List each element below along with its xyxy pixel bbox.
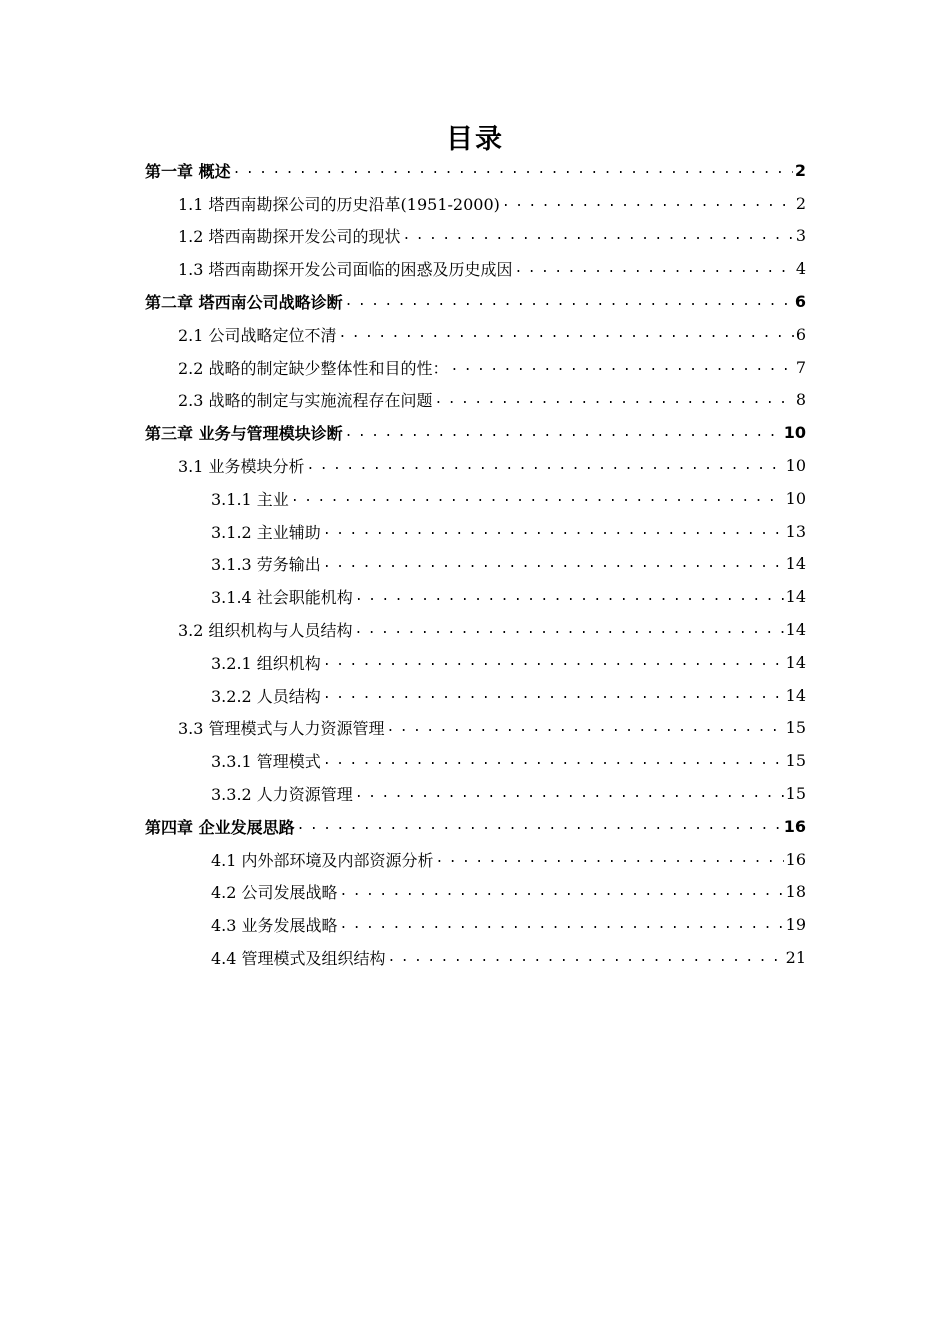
toc-page-number: 13 — [785, 521, 806, 541]
toc-entry-label: 4.4 管理模式及组织结构 — [211, 949, 386, 969]
toc-entry-label: 3.2 组织机构与人员结构 — [178, 621, 353, 641]
toc-entry-label: 4.2 公司发展战略 — [211, 883, 338, 903]
toc-entry-label: 3.2.1 组织机构 — [211, 653, 321, 673]
toc-entry-3-1-3[interactable] — [0, 548, 950, 581]
dot-leader — [355, 588, 784, 606]
toc-entry-4-2[interactable] — [0, 876, 950, 909]
toc-entry-label: 第四章 企业发展思路 — [145, 817, 295, 837]
toc-entry-3-3[interactable] — [0, 712, 950, 745]
toc-page-number: 14 — [785, 620, 806, 640]
toc-page-number: 14 — [785, 652, 806, 672]
dot-leader — [451, 358, 794, 376]
toc-page-number: 10 — [785, 488, 806, 508]
toc-page-number: 14 — [785, 587, 806, 607]
toc-page-number: 8 — [795, 390, 806, 410]
toc-entry-label: 3.1.3 劳务输出 — [211, 555, 321, 575]
toc-entry-label: 3.1.2 主业辅助 — [211, 522, 321, 542]
toc-entry-1-1[interactable] — [0, 187, 950, 220]
toc-entry-label: 3.1 业务模块分析 — [178, 457, 305, 477]
dot-leader — [297, 817, 782, 835]
toc-entry-label: 3.1.1 主业 — [211, 489, 289, 509]
toc-entry-label: 2.3 战略的制定与实施流程存在问题 — [178, 391, 433, 411]
toc-entry-chapter-4[interactable] — [0, 810, 950, 843]
dot-leader — [307, 457, 784, 475]
toc-entry-3-1-4[interactable] — [0, 580, 950, 613]
toc-entry-3-2-1[interactable] — [0, 646, 950, 679]
toc-entry-label: 第三章 业务与管理模块诊断 — [145, 424, 343, 444]
toc-entry-label: 3.2.2 人员结构 — [211, 686, 321, 706]
table-of-contents — [0, 154, 950, 974]
dot-leader — [502, 194, 794, 212]
toc-entry-3-2[interactable] — [0, 613, 950, 646]
toc-entry-label: 第二章 塔西南公司战略诊断 — [145, 293, 343, 313]
toc-entry-chapter-2[interactable] — [0, 285, 950, 318]
toc-page-number: 10 — [783, 423, 806, 443]
dot-leader — [345, 293, 793, 311]
toc-page-number: 4 — [795, 259, 806, 279]
toc-entry-chapter-1[interactable] — [0, 154, 950, 187]
toc-page-number: 15 — [785, 751, 806, 771]
dot-leader — [436, 850, 784, 868]
toc-page-number: 21 — [785, 948, 806, 968]
toc-entry-label: 1.3 塔西南勘探开发公司面临的困惑及历史成因 — [178, 260, 513, 280]
toc-page-number: 6 — [795, 324, 806, 344]
toc-page-number: 7 — [795, 357, 806, 377]
toc-entry-label: 1.1 塔西南勘探公司的历史沿革(1951-2000) — [178, 194, 500, 214]
toc-entry-3-2-2[interactable] — [0, 679, 950, 712]
dot-leader — [387, 719, 784, 737]
toc-entry-2-1[interactable] — [0, 318, 950, 351]
toc-entry-3-1-2[interactable] — [0, 515, 950, 548]
dot-leader — [355, 785, 784, 803]
toc-entry-1-3[interactable] — [0, 252, 950, 285]
toc-entry-4-4[interactable] — [0, 941, 950, 974]
toc-page-number: 14 — [785, 685, 806, 705]
dot-leader — [388, 949, 784, 967]
toc-entry-4-1[interactable] — [0, 843, 950, 876]
toc-entry-1-2[interactable] — [0, 220, 950, 253]
dot-leader — [323, 752, 784, 770]
toc-entry-2-2[interactable] — [0, 351, 950, 384]
dot-leader — [339, 325, 794, 343]
dot-leader — [233, 161, 793, 179]
toc-entry-label: 3.1.4 社会职能机构 — [211, 588, 353, 608]
toc-entry-label: 2.2 战略的制定缺少整体性和目的性： — [178, 358, 449, 378]
toc-page-number: 2 — [794, 160, 806, 180]
toc-page-number: 6 — [794, 292, 806, 312]
dot-leader — [340, 916, 784, 934]
toc-page-number: 15 — [785, 784, 806, 804]
toc-entry-3-1[interactable] — [0, 449, 950, 482]
toc-page-number: 2 — [795, 193, 806, 213]
toc-title: 目录 — [446, 124, 504, 155]
toc-entry-3-3-2[interactable] — [0, 777, 950, 810]
toc-entry-3-3-1[interactable] — [0, 744, 950, 777]
dot-leader — [515, 260, 794, 278]
toc-entry-3-1-1[interactable] — [0, 482, 950, 515]
dot-leader — [355, 621, 784, 639]
dot-leader — [403, 227, 794, 245]
toc-entry-4-3[interactable] — [0, 908, 950, 941]
dot-leader — [323, 653, 784, 671]
toc-entry-label: 4.1 内外部环境及内部资源分析 — [211, 850, 434, 870]
dot-leader — [291, 489, 784, 507]
toc-page-number: 10 — [785, 456, 806, 476]
toc-entry-2-3[interactable] — [0, 384, 950, 417]
toc-entry-label: 1.2 塔西南勘探开发公司的现状 — [178, 227, 401, 247]
toc-entry-label: 2.1 公司战略定位不清 — [178, 325, 337, 345]
dot-leader — [340, 883, 784, 901]
toc-page-number: 14 — [785, 554, 806, 574]
dot-leader — [323, 686, 784, 704]
toc-entry-chapter-3[interactable] — [0, 416, 950, 449]
toc-page-number: 15 — [785, 718, 806, 738]
toc-page-number: 16 — [783, 816, 806, 836]
toc-page-number: 18 — [785, 882, 806, 902]
toc-entry-label: 4.3 业务发展战略 — [211, 916, 338, 936]
toc-entry-label: 第一章 概述 — [145, 161, 231, 181]
toc-page-number: 19 — [785, 915, 806, 935]
toc-entry-label: 3.3 管理模式与人力资源管理 — [178, 719, 385, 739]
toc-entry-label: 3.3.1 管理模式 — [211, 752, 321, 772]
toc-page-number: 3 — [795, 226, 806, 246]
dot-leader — [345, 424, 782, 442]
dot-leader — [435, 391, 794, 409]
toc-page-number: 16 — [785, 849, 806, 869]
toc-entry-label: 3.3.2 人力资源管理 — [211, 785, 353, 805]
dot-leader — [323, 522, 784, 540]
dot-leader — [323, 555, 784, 573]
